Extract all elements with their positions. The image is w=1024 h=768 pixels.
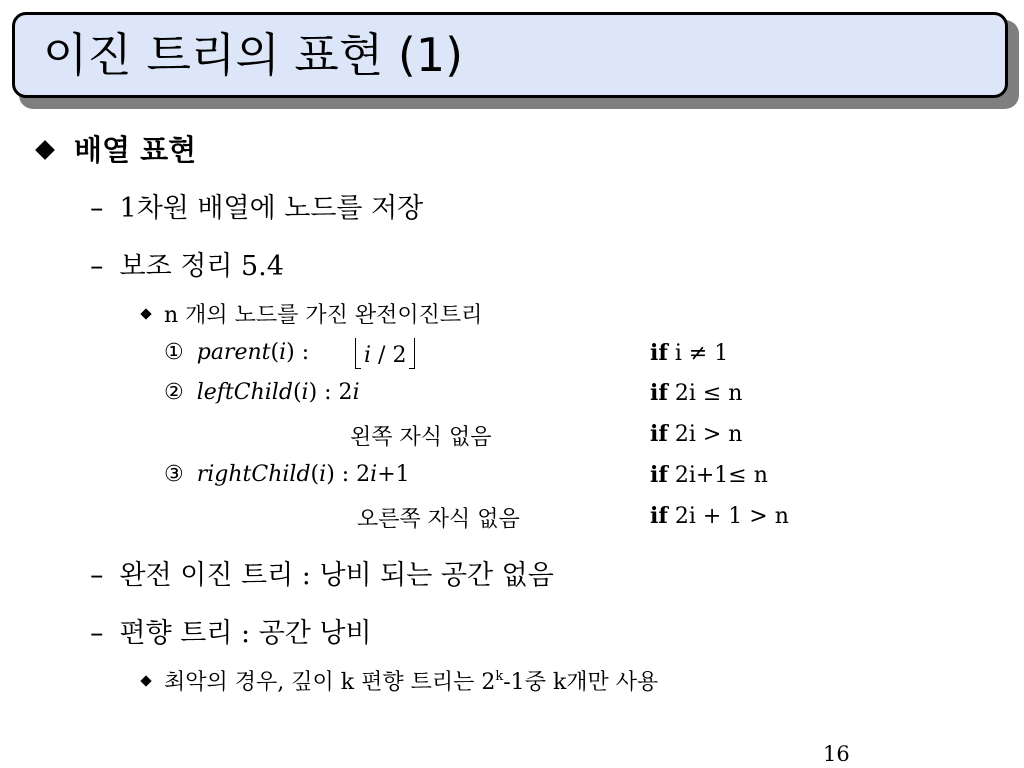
title-box — [12, 12, 1008, 98]
func-name: leftChild — [196, 380, 293, 405]
func-name: parent — [196, 340, 271, 365]
func-name: rightChild — [196, 462, 311, 487]
circled-two-marker: ② — [164, 380, 184, 405]
bullet-text: 보조 정리 — [119, 251, 241, 282]
slide-title: 이진 트리의 표현 (1) — [43, 28, 464, 82]
condition-no-right-child: if 2i + 1 > n — [650, 503, 789, 529]
no-left-child: 왼쪽 자식 없음 — [350, 425, 492, 450]
no-right-child: 오른쪽 자식 없음 — [357, 507, 520, 532]
bullet-text: 편향 트리 — [119, 618, 233, 649]
circled-one-marker: ① — [164, 340, 184, 365]
dash-bullet: – — [90, 251, 104, 282]
bullet-store-nodes — [90, 186, 423, 225]
condition-no-left-child: if 2i > n — [650, 421, 743, 447]
dash-bullet: – — [90, 560, 104, 591]
bullet-worst-case: 최악의 경우, 깊이 k 편향 트리는 2$^k$-1중 k개만 사용 — [142, 665, 658, 696]
diamond-bullet-icon — [35, 140, 55, 160]
lemma-number: 5.4 — [241, 251, 284, 282]
bullet-text: 배열 표현 — [74, 133, 197, 167]
bullet-text: 차원 배열에 노드를 저장 — [136, 193, 424, 224]
floor-right-bracket — [409, 338, 415, 369]
formula-parent: ① parent(i) : — [164, 340, 310, 365]
bullet-skewed-tree: – 편향 트리 : 공간 낭비 — [90, 618, 372, 649]
formula-right-child: ③ rightChild(i) : 2i+1 — [164, 462, 410, 487]
bullet-complete-binary-tree: – 완전 이진 트리 : 낭비 되는 공간 없음 — [90, 560, 554, 591]
condition-parent: if i ≠ 1 — [650, 340, 729, 366]
condition-left-child: if 2i ≤ n — [650, 380, 743, 406]
number-one: 1 — [119, 193, 137, 224]
floor-left-bracket — [355, 338, 361, 369]
bullet-text: 완전 이진 트리 — [119, 560, 294, 591]
page-number: 16 — [823, 742, 850, 766]
dash-bullet: – — [90, 618, 104, 649]
n-variable: n — [164, 303, 179, 328]
bullet-text: 개의 노드를 가진 완전이진트리 — [178, 303, 483, 328]
condition-right-child: if 2i+1≤ n — [650, 462, 768, 488]
bullet-complete-tree-nodes — [142, 298, 482, 329]
bullet-array-representation — [38, 128, 196, 169]
dash-bullet: – — [90, 193, 104, 224]
diamond-bullet-icon — [140, 675, 151, 686]
diamond-bullet-icon — [140, 308, 151, 319]
circled-three-marker: ③ — [164, 462, 184, 487]
formula-left-child: ② leftChild(i) : 2i — [164, 380, 360, 405]
bullet-lemma — [90, 244, 284, 283]
floor-expression: i / 2 — [355, 338, 415, 369]
